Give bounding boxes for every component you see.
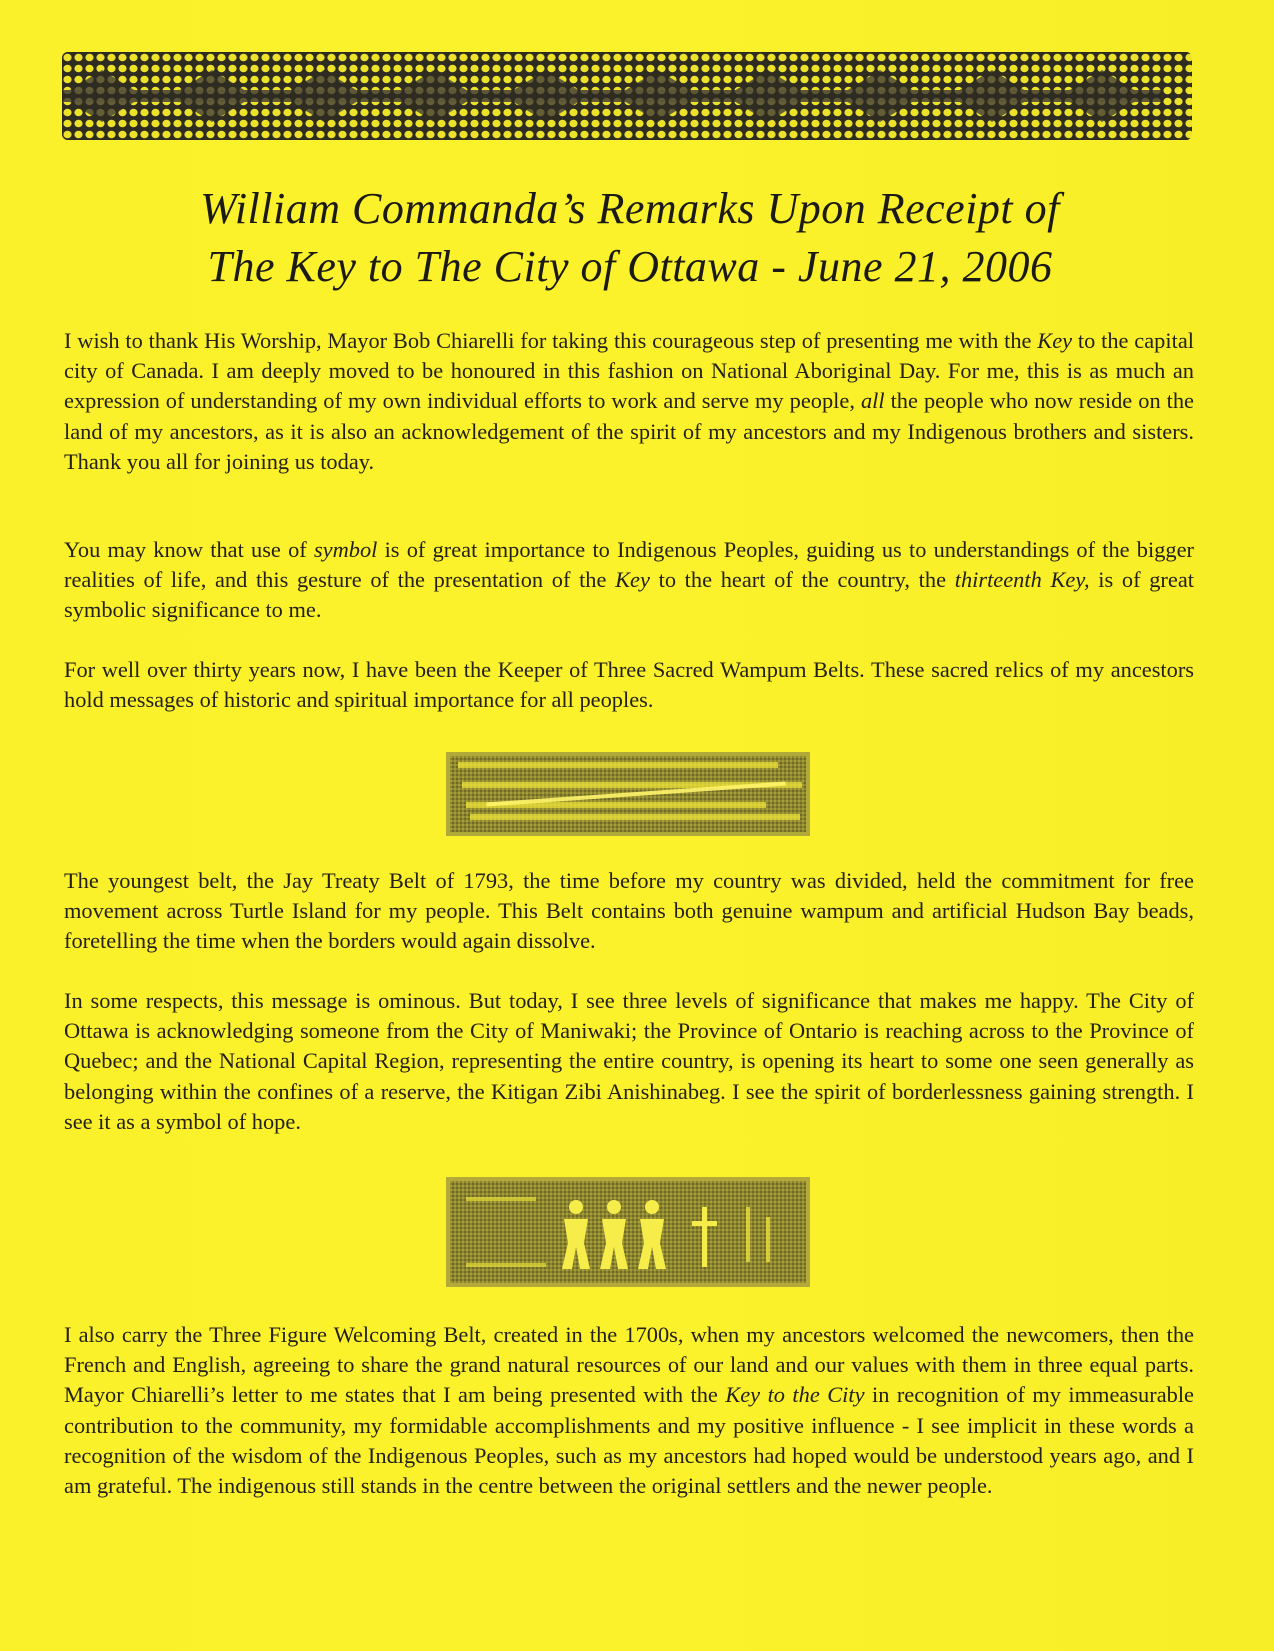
text-run-italic: all — [860, 388, 885, 414]
text-run-italic: thirteenth Key, — [954, 567, 1090, 593]
text-run: I wish to thank His Worship, Mayor Bob Chiarelli for taking this courageous step of presenting me with the — [64, 328, 1038, 353]
paragraph-symbol — [64, 535, 1194, 626]
paragraph-welcoming-belt — [64, 1320, 1194, 1501]
jay-treaty-wampum-belt-image — [446, 752, 810, 836]
text-run: to the heart of the country, the — [649, 567, 955, 593]
text-run: to the capital city of Canada. I am deeply moved to be honoured in this fashion on National Aboriginal Day. For me, this is as much an expression of understanding of my own individual efforts to work and serve my people, — [64, 328, 1194, 414]
title-line-1: William Commanda’s Remarks Upon Receipt of — [200, 184, 1060, 233]
text-run: is of great symbolic significance to me. — [64, 567, 1194, 623]
three-figure-welcoming-belt-image — [446, 1177, 810, 1287]
document-title — [60, 180, 1200, 296]
text-run-italic: symbol — [313, 537, 378, 562]
text-run: In some respects, this message is ominous. But today, I see three levels of significance that makes me happy. The City of Ottawa is acknowledging someone from the City of Maniwaki; the Province of Ontario is reaching across to the Province of Quebec; and the National Capital Region, representing the entire country, is opening its heart to some one seen generally as belonging within the confines of a reserve, the Kitigan Zibi Anishinabeg. I see the spirit of borderlessness gaining strength. I see it as a symbol of hope. — [64, 988, 1194, 1134]
text-run: The youngest belt, the Jay Treaty Belt of 1793, the time before my country was divided, held the commitment for free movement across Turtle Island for my people. This Belt contains both genuine wampum and artificial Hudson Bay beads, foretelling the time when the borders would again dissolve. — [64, 868, 1194, 954]
paragraph-keeper — [64, 655, 1194, 715]
text-run-italic: Key — [615, 567, 650, 593]
wampum-bead-banner — [62, 52, 1192, 140]
text-run: For well over thirty years now, I have been the Keeper of Three Sacred Wampum Belts. These sacred relics of my ancestors hold messages of historic and spiritual importance for all peoples. — [64, 657, 1194, 713]
text-run: I also carry the Three Figure Welcoming Belt, created in the 1700s, when my ancestors welcomed the newcomers, then the French and English, agreeing to share the grand natural resources of our land and our values with them in three equal parts. Mayor Chiarelli’s letter to me states that I am being presented with the — [64, 1322, 1194, 1408]
paragraph-significance — [64, 986, 1194, 1137]
text-run: the people who now reside on the land of my ancestors, as it is also an acknowledgement of the spirit of my ancestors and my Indigenous brothers and sisters. Thank you all for joining us today. — [64, 388, 1194, 474]
text-run-italic: Key to the City — [725, 1382, 865, 1408]
text-run: in recognition of my immeasurable contribution to the community, my formidable accomplishments and my positive influence - I see implicit in these words a recognition of the wisdom of the Indigenous Peoples, such as my ancestors had hoped would be understood years ago, and I am grateful. The indigenous still stands in the centre between the original settlers and the newer people. — [64, 1382, 1194, 1499]
paragraph-thanks — [64, 326, 1194, 477]
paragraph-jay-treaty — [64, 866, 1194, 957]
text-run-italic: Key — [1037, 328, 1073, 353]
text-run: is of great importance to Indigenous Peoples, guiding us to understandings of the bigger realities of life, and this gesture of the presentation of the — [64, 537, 1194, 593]
title-line-2: The Key to The City of Ottawa - June 21, 2006 — [207, 242, 1053, 291]
text-run: You may know that use of — [64, 537, 314, 562]
